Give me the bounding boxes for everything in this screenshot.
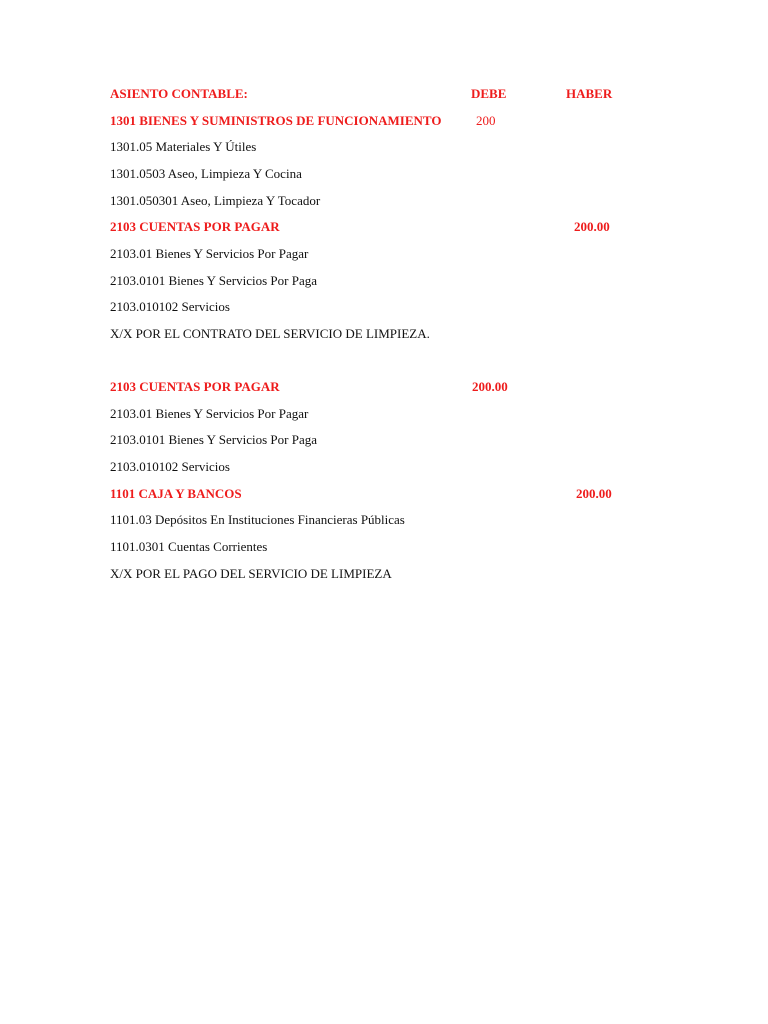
entry1-debit-subaccount-3: 1301.050301 Aseo, Limpieza Y Tocador (110, 193, 321, 208)
entry2-debit-subaccount-3: 2103.010102 Servicios (110, 459, 230, 474)
entry2-credit-subaccount-1: 1101.03 Depósitos En Instituciones Financieras Públicas (110, 512, 405, 527)
entry2-description: X/X POR EL PAGO DEL SERVICIO DE LIMPIEZA (110, 566, 392, 581)
entry1-credit-subaccount-3: 2103.010102 Servicios (110, 299, 230, 314)
entry2-credit-amount: 200.00 (576, 486, 612, 501)
entry1-debit-amount: 200 (476, 113, 496, 128)
entry1-credit-subaccount-2: 2103.0101 Bienes Y Servicios Por Paga (110, 273, 318, 288)
entry1-debit-subaccount-1: 1301.05 Materiales Y Útiles (110, 139, 257, 154)
entry2-debit-amount: 200.00 (472, 379, 508, 394)
entry2-credit-subaccount-2: 1101.0301 Cuentas Corrientes (110, 539, 268, 554)
entry1-credit-amount: 200.00 (574, 219, 610, 234)
entry2-debit-subaccount-2: 2103.0101 Bienes Y Servicios Por Paga (110, 432, 318, 447)
entry1-debit-account: 1301 BIENES Y SUMINISTROS DE FUNCIONAMIENTO (110, 113, 442, 128)
entry1-debit-subaccount-2: 1301.0503 Aseo, Limpieza Y Cocina (110, 166, 302, 181)
entry1-credit-subaccount-1: 2103.01 Bienes Y Servicios Por Pagar (110, 246, 309, 261)
haber-column-header: HABER (566, 86, 613, 101)
page-title: ASIENTO CONTABLE: (110, 86, 248, 101)
entry1-credit-account: 2103 CUENTAS POR PAGAR (110, 219, 280, 234)
entry2-credit-account: 1101 CAJA Y BANCOS (110, 486, 242, 501)
debe-column-header: DEBE (471, 86, 507, 101)
entry2-debit-subaccount-1: 2103.01 Bienes Y Servicios Por Pagar (110, 406, 309, 421)
entry2-debit-account: 2103 CUENTAS POR PAGAR (110, 379, 280, 394)
entry1-description: X/X POR EL CONTRATO DEL SERVICIO DE LIMPIEZA. (110, 326, 430, 341)
